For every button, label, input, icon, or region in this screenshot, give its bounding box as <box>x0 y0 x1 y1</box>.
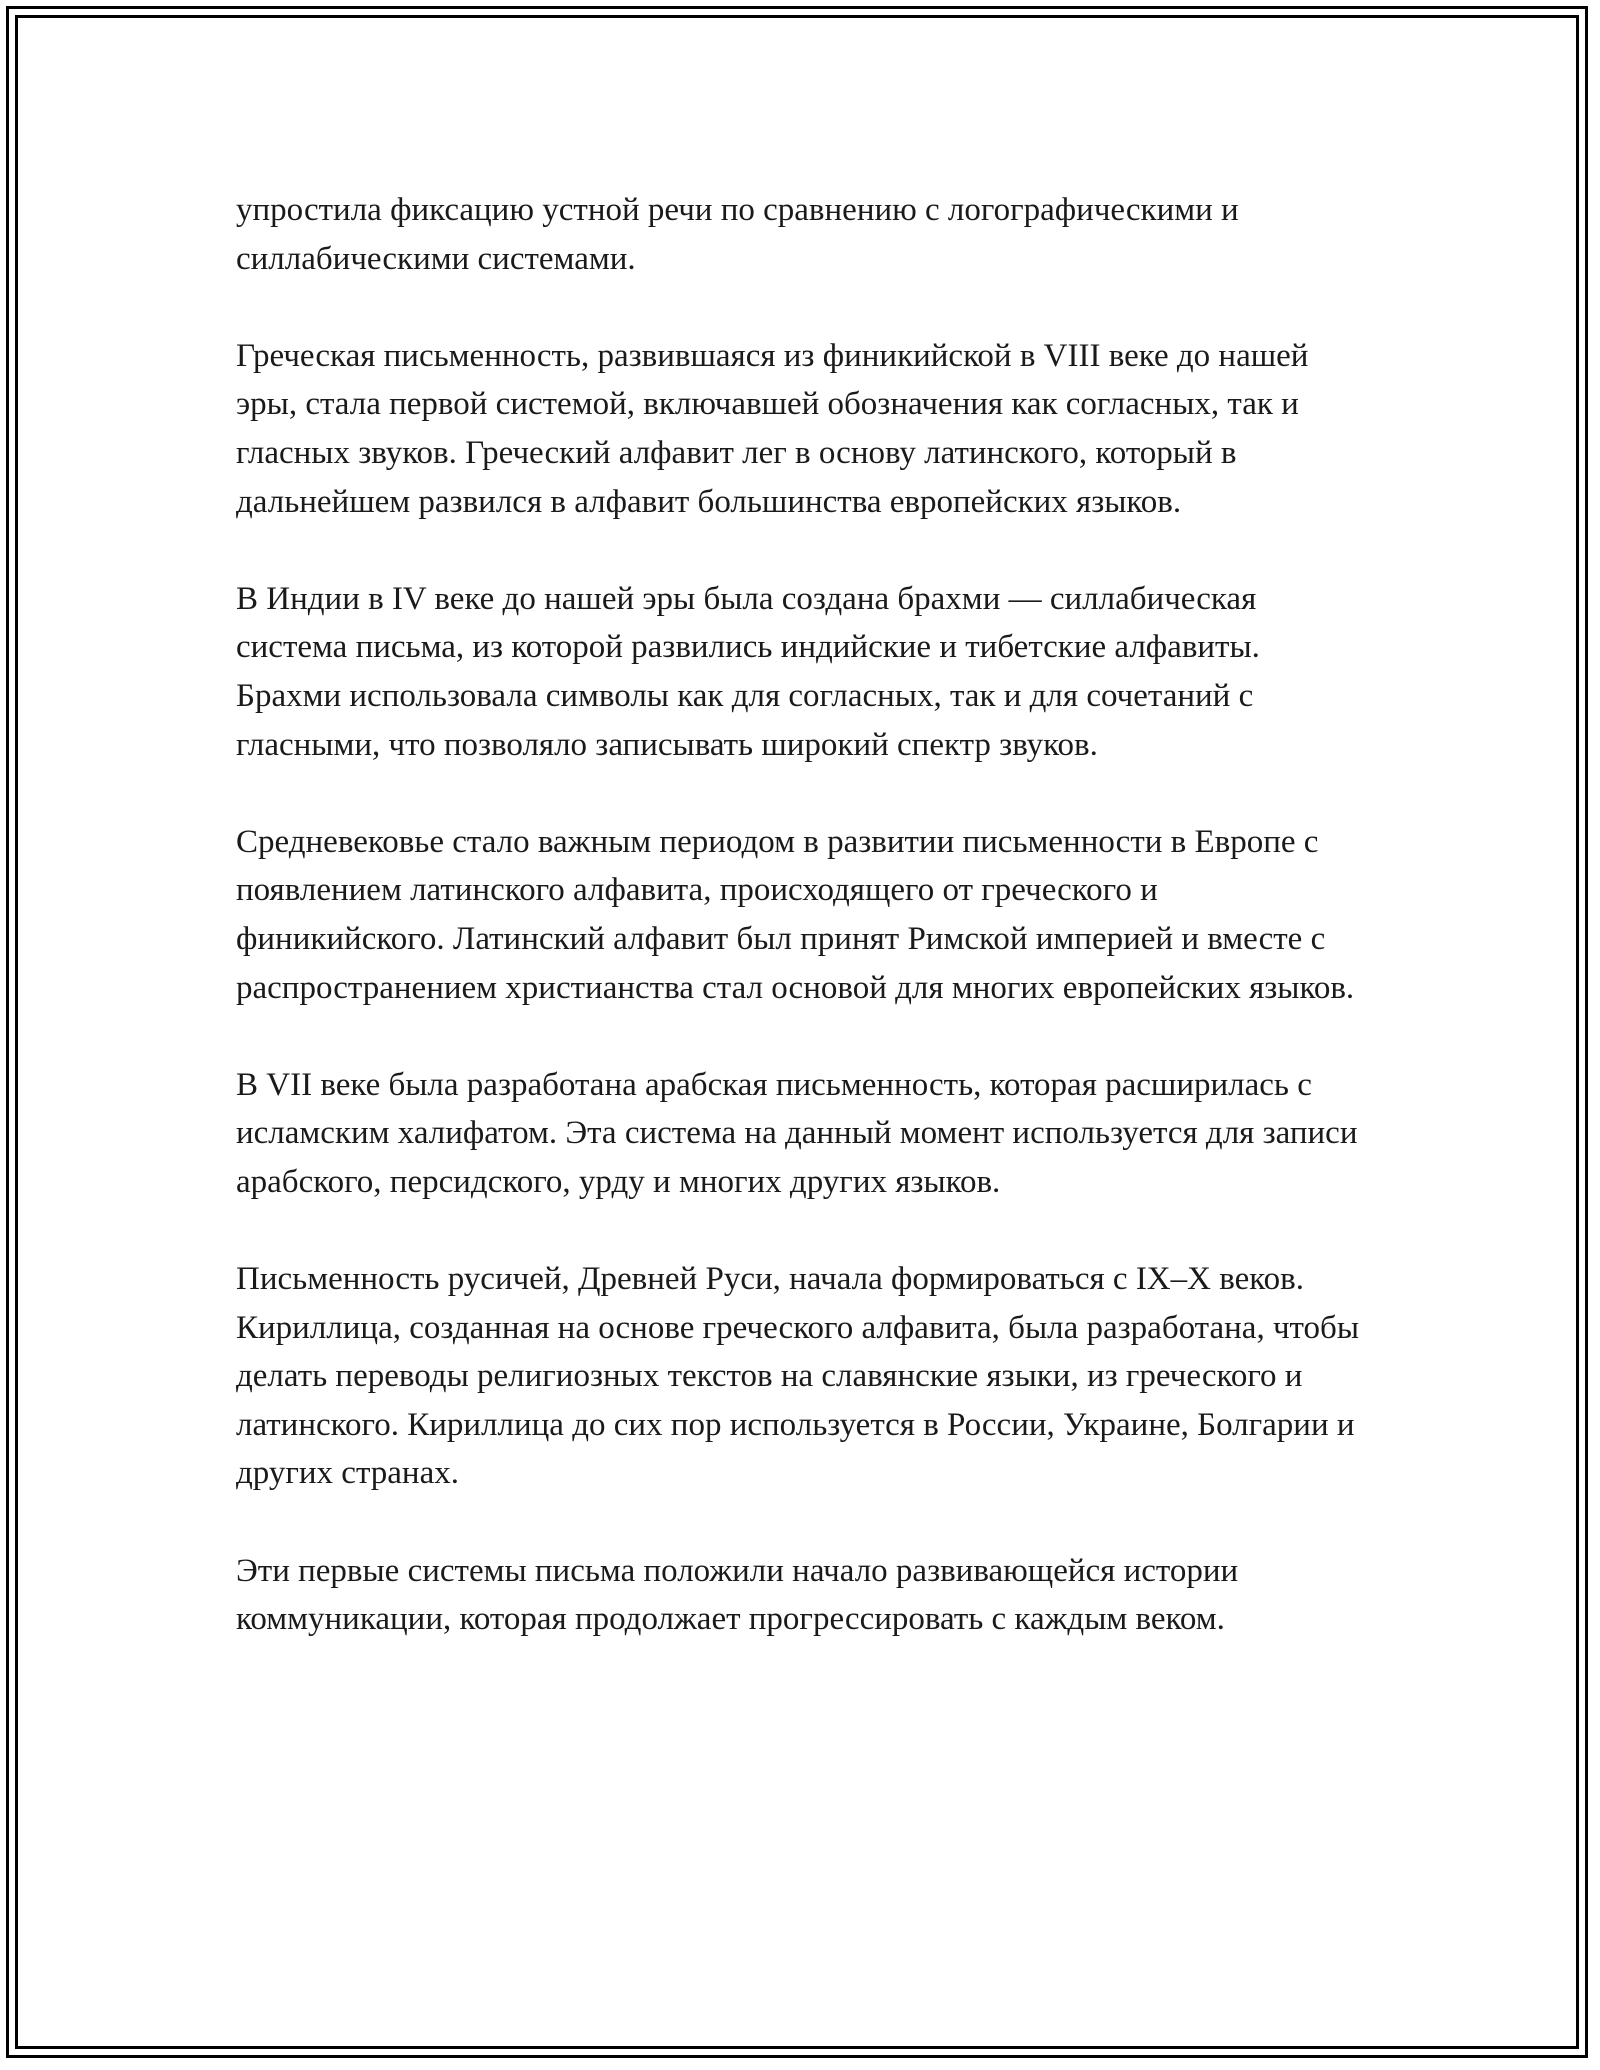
paragraph-cyrillic: Письменность русичей, Древней Руси, начала формироваться с IX–X веков. Кириллица, созданная на основе греческого алфавита, была разработана, чтобы делать переводы религиозных текстов на славянские языки, из греческого и латинского. Кириллица до сих пор используется в России, Украине, Болгарии и других странах. <box>236 1261 1359 1492</box>
paragraph-brahmi: В Индии в IV веке до нашей эры была создана брахми — силлабическая система письма, из которой развились индийские и тибетские алфавиты. Брахми использовала символы как для согласных, так и для сочетаний с гласными, что позволяло записывать широкий спектр звуков. <box>236 580 1260 763</box>
paragraph-greek-writing: Греческая письменность, развившаяся из финикийской в VIII веке до нашей эры, стала первой системой, включавшей обозначения как согласных, так и гласных звуков. Греческий алфавит лег в основу латинского, который в дальнейшем развился в алфавит большинства европейских языков. <box>236 337 1309 520</box>
document-body <box>236 186 1366 1644</box>
paragraph-conclusion: Эти первые системы письма положили начало развивающейся истории коммуникации, которая продолжает прогрессировать с каждым веком. <box>236 1552 1239 1638</box>
paragraph-intro-continuation: упростила фиксацию устной речи по сравнению с логографическими и силлабическими системами. <box>236 192 1239 277</box>
paragraph-arabic-script: В VII веке была разработана арабская письменность, которая расширилась с исламским халифатом. Эта система на данный момент используется для записи арабского, персидского, урду и многих других языков. <box>236 1066 1358 1200</box>
paragraph-medieval-latin: Средневековье стало важным периодом в развитии письменности в Европе с появлением латинского алфавита, происходящего от греческого и финикийского. Латинский алфавит был принят Римской империей и вместе с распространением христианства стал основой для многих европейских языков. <box>236 823 1355 1006</box>
